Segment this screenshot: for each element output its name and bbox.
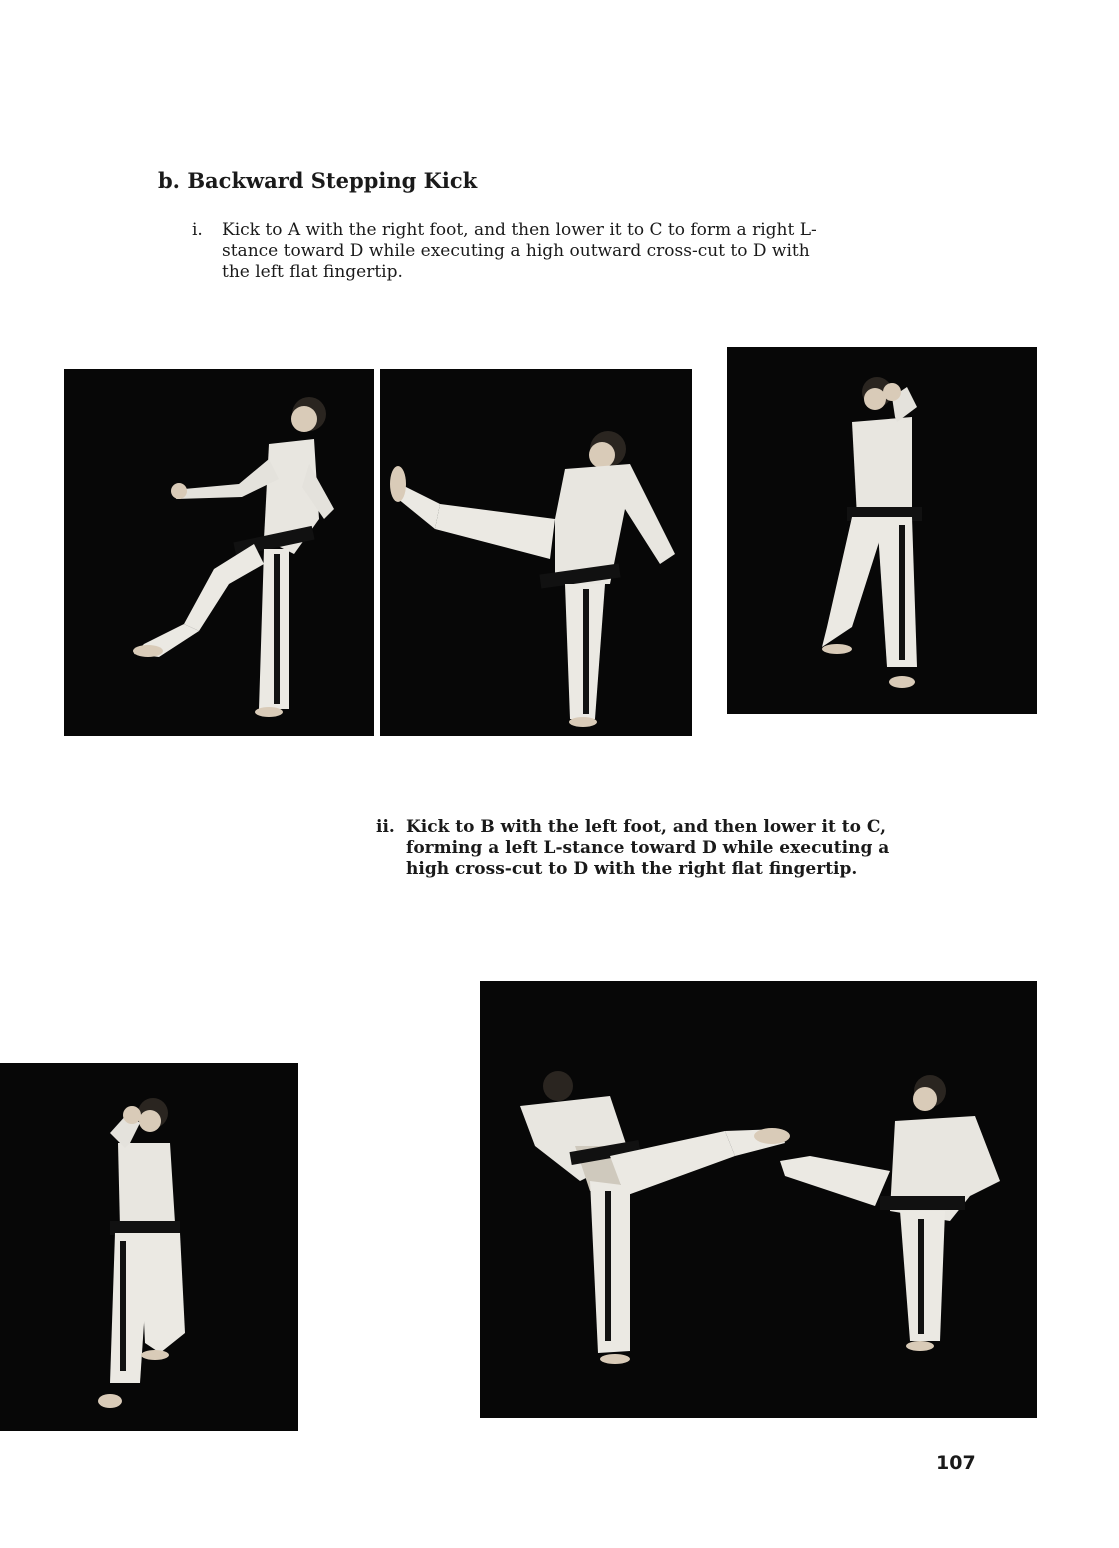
photo-side-kick (380, 369, 692, 736)
photo-chamber-stance (64, 369, 374, 736)
photo-l-stance-left (0, 1063, 298, 1431)
photo-figure-chamber (64, 369, 374, 736)
step-text (406, 817, 976, 880)
photo-figure-l-stance-left (0, 1063, 298, 1431)
page-number: 107 (936, 1452, 976, 1474)
step-number: ii. (376, 817, 395, 837)
photo-l-stance-right (727, 347, 1037, 714)
step-ii (376, 817, 976, 880)
section-heading (158, 168, 477, 193)
step-line: Kick to A with the right foot, and then lower it to C to form a right L- (222, 220, 817, 240)
photo-kick-to-opponent (480, 981, 1037, 1418)
step-text (222, 220, 932, 283)
photo-figure-side-kick (380, 369, 692, 736)
step-i (192, 220, 932, 283)
section-title: Backward Stepping Kick (187, 168, 478, 193)
photo-figure-l-stance (727, 347, 1037, 714)
step-line: forming a left L-stance toward D while executing a (406, 838, 890, 858)
step-line: high cross-cut to D with the right flat fingertip. (406, 859, 858, 879)
step-line: stance toward D while executing a high outward cross-cut to D with (222, 241, 810, 261)
step-number: i. (192, 220, 203, 240)
step-line: Kick to B with the left foot, and then lower it to C, (406, 817, 886, 837)
step-line: the left flat fingertip. (222, 262, 403, 282)
photo-figure-pair (480, 981, 1037, 1418)
section-label: b. (158, 168, 180, 193)
